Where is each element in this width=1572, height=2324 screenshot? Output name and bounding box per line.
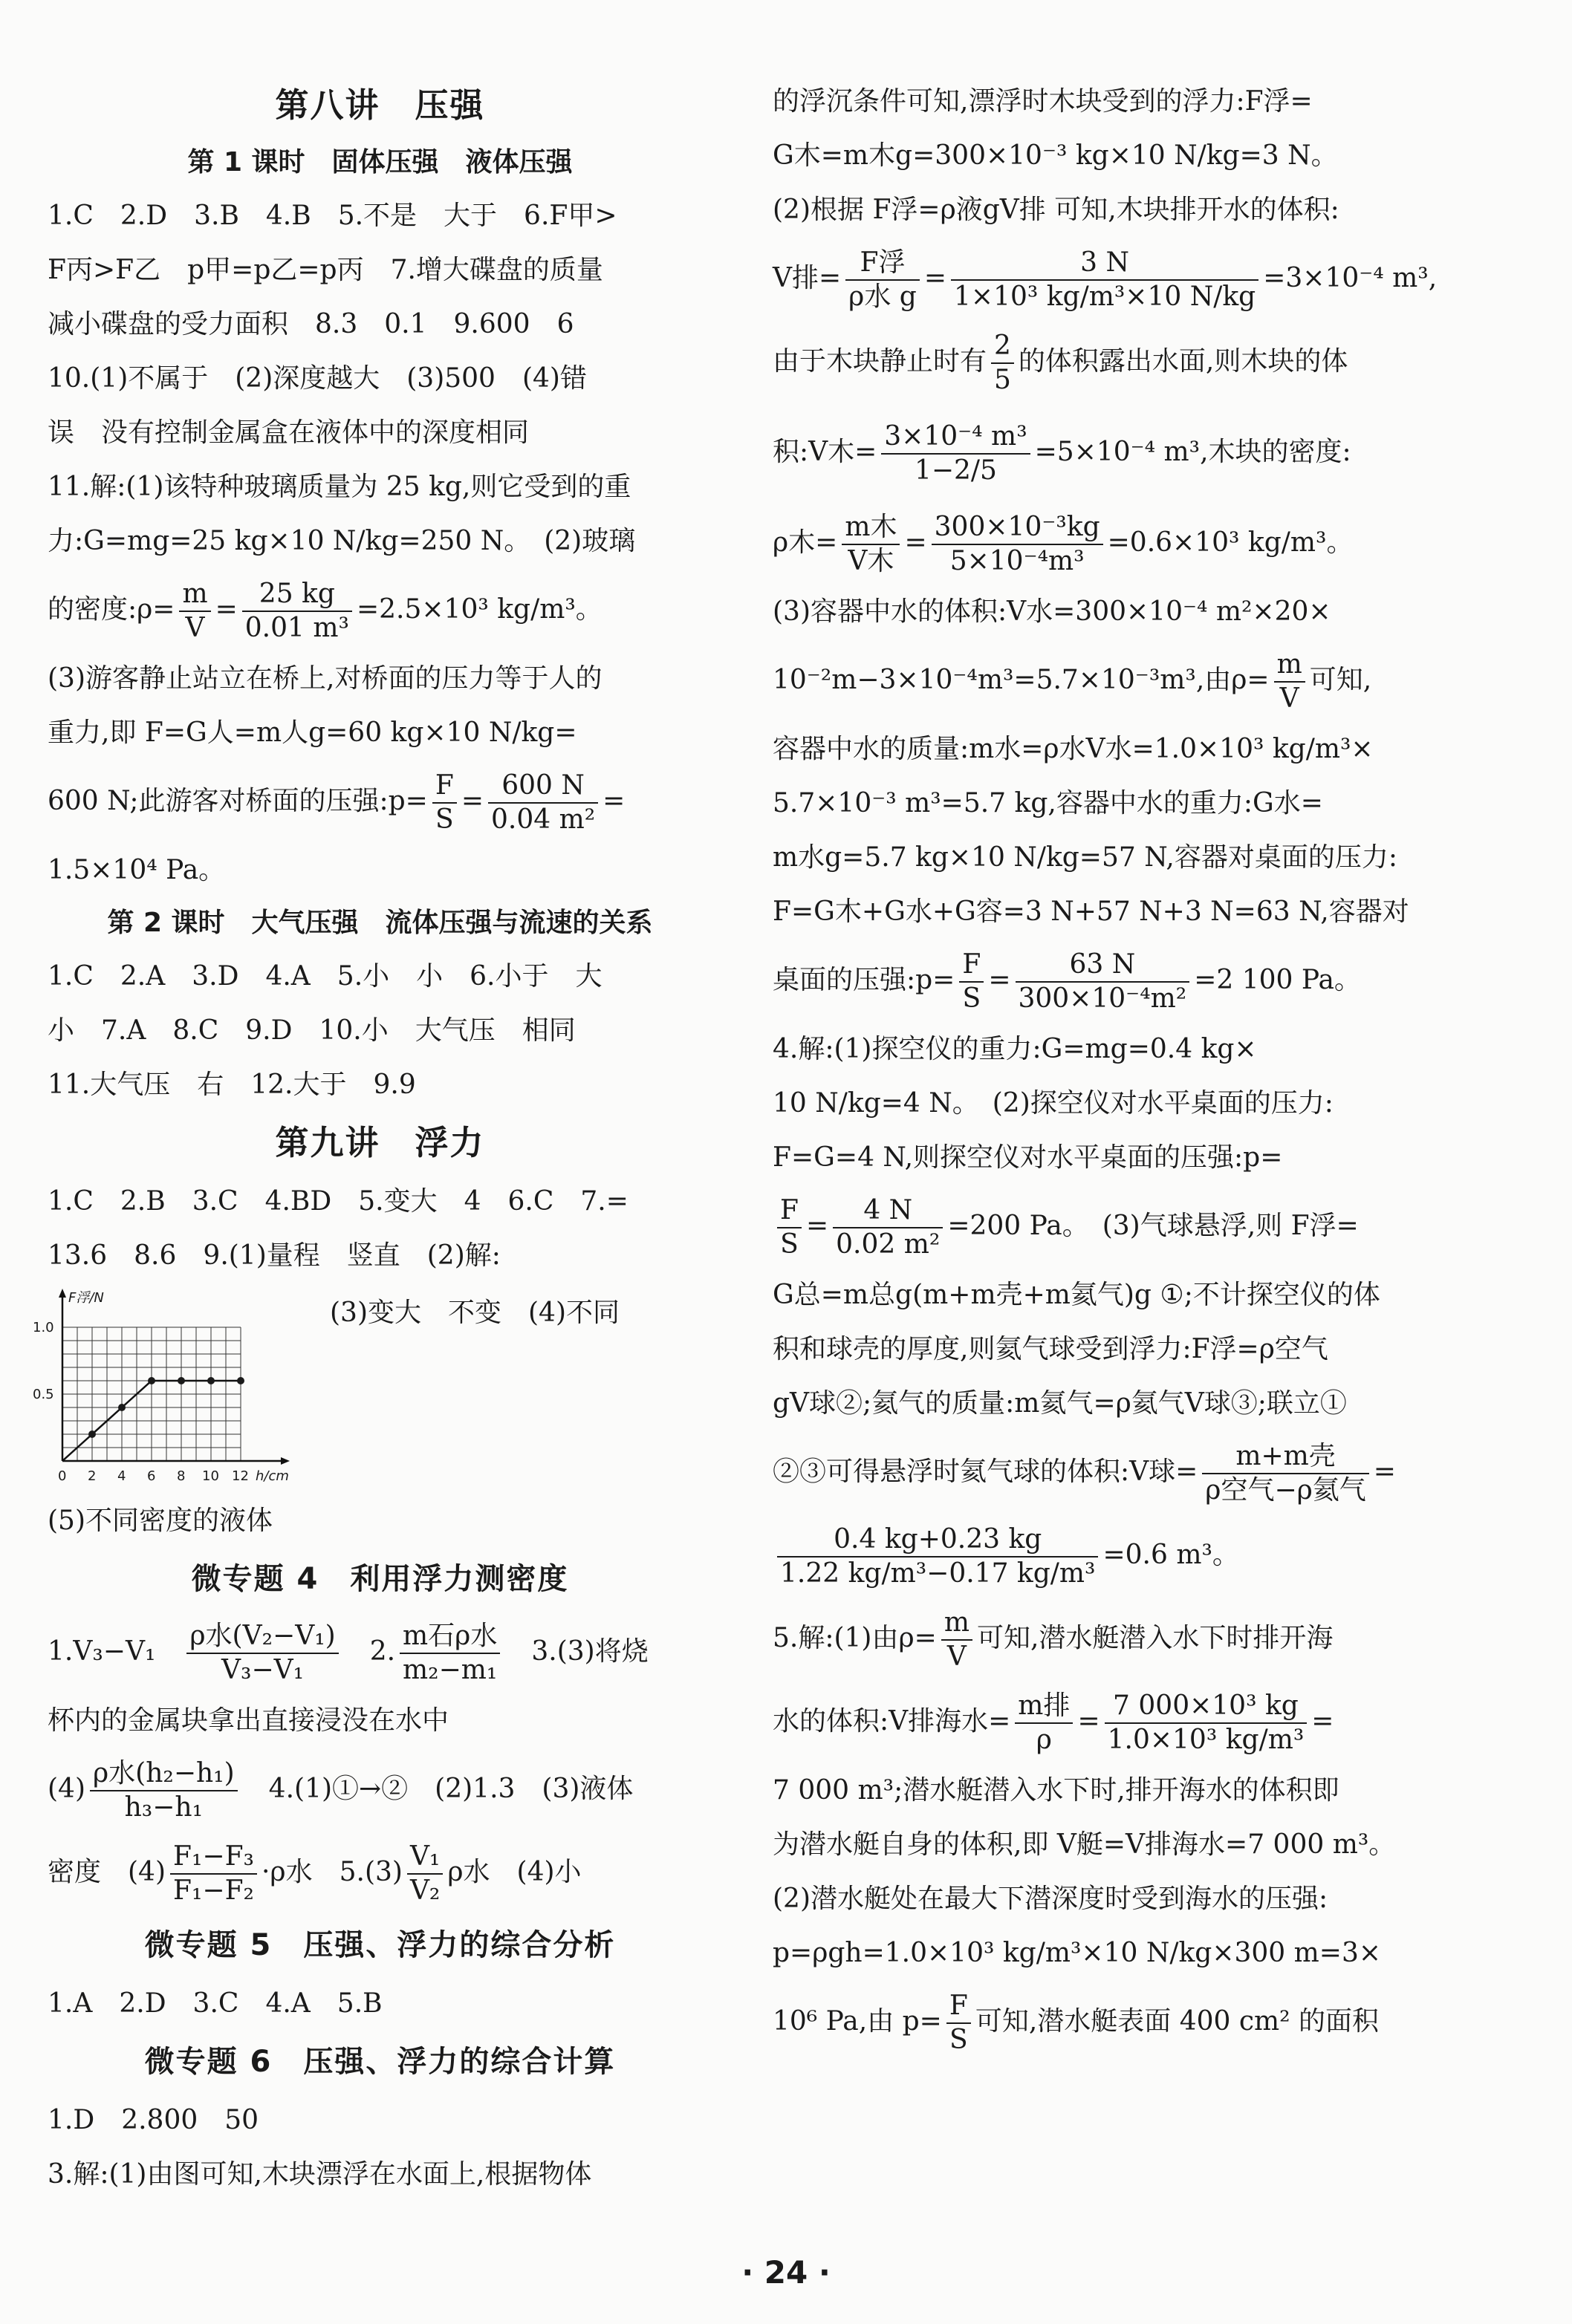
fraction: $\frac{\text{m木}}{\text{V木}}$ xyxy=(842,511,900,578)
fraction: $\frac{\text{7 000×10³ kg}}{\text{1.0×10³ kg/m³}}$ xyxy=(1105,1690,1308,1757)
table-pressure-line: 桌面的压强:p= $\frac{F}{S}$ = $\frac{63 N}{\text{300×10⁻⁴m²}}$ =2 100 Pa。 xyxy=(773,949,1361,1014)
answer-line: 10.(1)不属于 (2)深度越大 (3)500 (4)错 xyxy=(48,363,587,394)
answer-line: (2)根据 F浮=ρ液gV排 可知,木块排开水的体积: xyxy=(773,195,1339,225)
fraction: $\frac{600 N}{\text{0.04 m²}}$ xyxy=(488,769,598,836)
answer-line: 重力,即 F=G人=m人g=60 kg×10 N/kg= xyxy=(48,717,577,748)
graph-row xyxy=(33,1283,712,1494)
fraction: $\frac{F}{S}$ xyxy=(946,1990,971,2057)
x-tick-label: 12 xyxy=(232,1468,249,1484)
fraction: $\frac{\text{m石ρ水}}{\text{m₂−m₁}}$ xyxy=(400,1620,500,1687)
fraction: $\frac{\text{ρ水(V₂−V₁)}}{\text{V₃−V₁}}$ xyxy=(186,1620,338,1687)
water-volume-line: 10⁻²m−3×10⁻⁴m³=5.7×10⁻³m³,由ρ= $\frac{m}{V}$ 可知, xyxy=(773,649,1372,714)
fraction: $\frac{0.4 kg+0.23 kg}{\text{1.22 kg/m³−0.17 kg/m³}}$ xyxy=(777,1523,1098,1590)
answer-line: (5)不同密度的液体 xyxy=(48,1506,273,1536)
fraction: $\frac{\text{300×10⁻³kg}}{\text{5×10⁻⁴m³}}$ xyxy=(932,511,1103,578)
left-column xyxy=(33,74,712,2201)
right-column xyxy=(773,74,1527,2063)
answer-line: G木=m木g=300×10⁻³ kg×10 N/kg=3 N。 xyxy=(773,140,1338,171)
topic6-title: 微专题 6 压强、浮力的综合计算 xyxy=(144,2045,616,2079)
volume-formula-line: V排= $\frac{\text{F浮}}{\text{ρ水 g}}$ = $\frac{3 N}{\text{1×10³ kg/m³×10 N/kg}}$ =3×10⁻⁴ m³, xyxy=(773,247,1438,312)
fraction: $\frac{F}{S}$ xyxy=(432,769,457,836)
answer-line: (2)潜水艇处在最大下潜深度时受到海水的压强: xyxy=(773,1884,1328,1914)
fraction: $\frac{\text{V₁}}{\text{V₂}}$ xyxy=(407,1840,443,1907)
y-axis-label: F浮/N xyxy=(68,1290,104,1306)
data-point xyxy=(207,1377,215,1384)
topic5-title: 微专题 5 压强、浮力的综合分析 xyxy=(144,1928,616,1962)
data-point xyxy=(148,1377,155,1384)
submarine-line: 5.解:(1)由ρ= $\frac{m}{V}$ 可知,潜水艇潜入水下时排开海 xyxy=(773,1607,1334,1672)
topic4-line1: 1.V₃−V₁ $\frac{\text{ρ水(V₂−V₁)}}{\text{V₃−V₁}}$ 2. $\frac{\text{m石ρ水}}{\text{m₂−m₁}}$ 3.(3)将烧 xyxy=(48,1621,649,1685)
answer-line: 积和球壳的厚度,则氦气球受到浮力:F浮=ρ空气 xyxy=(773,1334,1328,1364)
x-tick-label: 10 xyxy=(202,1468,219,1484)
fraction: $\frac{m}{V}$ xyxy=(179,578,210,645)
fraction: $\frac{\text{m+m壳}}{\text{ρ空气−ρ氦气}}$ xyxy=(1202,1440,1369,1507)
fraction: $\frac{m}{V}$ xyxy=(1274,648,1305,715)
answer-line: F=G木+G水+G容=3 N+57 N+3 N=63 N,容器对 xyxy=(773,896,1409,927)
topic4-title: 微专题 4 利用浮力测密度 xyxy=(191,1562,569,1596)
data-point xyxy=(118,1404,126,1411)
answer-line: 容器中水的质量:m水=ρ水V水=1.0×10³ kg/m³× xyxy=(773,734,1374,764)
fraction: $\frac{2}{5}$ xyxy=(991,330,1014,397)
answer-line: 小 7.A 8.C 9.D 10.小 大气压 相同 xyxy=(48,1015,576,1046)
graph-answer-note: (3)变大 不变 (4)不同 xyxy=(330,1298,620,1328)
answer-line: 4.解:(1)探空仪的重力:G=mg=0.4 kg× xyxy=(773,1034,1257,1064)
answer-line: 11.解:(1)该特种玻璃质量为 25 kg,则它受到的重 xyxy=(48,472,631,502)
answer-line: 1.C 2.D 3.B 4.B 5.不是 大于 6.F甲> xyxy=(48,201,617,231)
data-point xyxy=(88,1430,96,1438)
fraction: $\frac{3 N}{\text{1×10³ kg/m³×10 N/kg}}$ xyxy=(951,247,1258,313)
data-point xyxy=(178,1377,185,1384)
lesson2-title: 第 2 课时 大气压强 流体压强与流速的关系 xyxy=(107,908,653,938)
answer-line: G总=m总g(m+m壳+m氦气)g ①;不计探空仪的体 xyxy=(773,1280,1380,1310)
answer-line: 11.大气压 右 12.大于 9.9 xyxy=(48,1070,416,1100)
lesson1-title: 第 1 课时 固体压强 液体压强 xyxy=(187,147,573,178)
x-axis-label: h/cm xyxy=(256,1468,289,1484)
probe-pressure-line: $\frac{F}{S}$ = $\frac{4 N}{\text{0.02 m²}}$ =200 Pa。 (3)气球悬浮,则 F浮= xyxy=(773,1185,1527,1268)
page-number: · 24 · xyxy=(741,2254,831,2291)
answer-line: gV球②;氦气的质量:m氦气=ρ氦气V球③;联立① xyxy=(773,1388,1347,1419)
answer-line: 1.A 2.D 3.C 4.A 5.B xyxy=(48,1988,383,2019)
fraction: $\frac{F}{S}$ xyxy=(777,1194,802,1261)
fraction: $\frac{F}{S}$ xyxy=(959,948,984,1015)
wood-density-line: ρ木= $\frac{\text{m木}}{\text{V木}}$ = $\frac{\text{300×10⁻³kg}}{\text{5×10⁻⁴m³}}$ =0.6×10³ kg/m³。 xyxy=(773,512,1354,576)
density-formula-line: 的密度:ρ= $\frac{m}{V}$ = $\frac{25 kg}{\text{0.01 m³}}$ =2.5×10³ kg/m³。 xyxy=(48,579,603,643)
y-tick-label: 1.0 xyxy=(33,1320,54,1335)
answer-line: 7 000 m³;潜水艇潜入水下时,排开海水的体积即 xyxy=(773,1775,1339,1806)
answer-line: 误 没有控制金属盒在液体中的深度相同 xyxy=(48,417,530,448)
fraction: $\frac{\text{m排}}{\rho}$ xyxy=(1015,1690,1073,1757)
seawater-volume-line: 水的体积:V排海水= $\frac{\text{m排}}{\rho}$ = $\frac{\text{7 000×10³ kg}}{\text{1.0×10³ kg/m³}}$ = xyxy=(773,1690,1334,1755)
balloon-volume-line: ②③可得悬浮时氦气球的体积:V球= $\frac{\text{m+m壳}}{\text{ρ空气−ρ氦气}}$ = xyxy=(773,1441,1396,1506)
answer-line: 3.解:(1)由图可知,木块漂浮在水面上,根据物体 xyxy=(48,2159,592,2190)
x-tick-label: 0 xyxy=(58,1468,67,1484)
answer-line: 1.D 2.800 50 xyxy=(48,2105,259,2135)
submarine-pressure-line: 10⁶ Pa,由 p= $\frac{F}{S}$ 可知,潜水艇表面 400 cm² 的面积 xyxy=(773,1991,1380,2055)
fraction: $\frac{25 kg}{\text{0.01 m³}}$ xyxy=(242,578,352,645)
answer-line: m水g=5.7 kg×10 N/kg=57 N,容器对桌面的压力: xyxy=(773,842,1397,873)
answer-line: F=G=4 N,则探空仪对水平桌面的压强:p= xyxy=(773,1142,1283,1173)
answer-line: 10 N/kg=4 N。 (2)探空仪对水平桌面的压力: xyxy=(773,1088,1334,1119)
y-tick-label: 0.5 xyxy=(33,1387,54,1402)
fraction: $\frac{m}{V}$ xyxy=(941,1607,972,1673)
answer-line: 1.C 2.A 3.D 4.A 5.小 小 6.小于 大 xyxy=(48,961,603,992)
x-tick-label: 8 xyxy=(177,1468,186,1484)
lecture8-title: 第八讲 压强 xyxy=(275,85,485,125)
fraction: $\frac{63 N}{\text{300×10⁻⁴m²}}$ xyxy=(1016,948,1190,1015)
answer-line: (3)游客静止站立在桥上,对桥面的压力等于人的 xyxy=(48,663,603,694)
topic4-line3: (4) $\frac{\text{ρ水(h₂−h₁)}}{\text{h₃−h₁}}$ 4.(1)①→② (2)1.3 (3)液体 xyxy=(48,1758,634,1823)
answer-line: (3)容器中水的体积:V水=300×10⁻⁴ m²×20× xyxy=(773,596,1331,627)
buoyancy-graph xyxy=(30,1283,297,1494)
answer-line: F丙>F乙 p甲=p乙=p丙 7.增大碟盘的质量 xyxy=(48,255,603,285)
answer-line: 杯内的金属块拿出直接浸没在水中 xyxy=(48,1705,449,1736)
x-tick-label: 6 xyxy=(147,1468,156,1484)
answer-line: 为潜水艇自身的体积,即 V艇=V排海水=7 000 m³。 xyxy=(773,1829,1396,1860)
balloon-result-line: $\frac{0.4 kg+0.23 kg}{\text{1.22 kg/m³−0.17 kg/m³}}$ =0.6 m³。 xyxy=(773,1514,1527,1597)
fraction: $\frac{\text{ρ水(h₂−h₁)}}{\text{h₃−h₁}}$ xyxy=(90,1757,238,1824)
answer-line: 的浮沉条件可知,漂浮时木块受到的浮力:F浮= xyxy=(773,86,1313,117)
answer-line: 力:G=mg=25 kg×10 N/kg=250 N。 (2)玻璃 xyxy=(48,526,636,556)
data-point xyxy=(237,1377,244,1384)
x-tick-label: 2 xyxy=(88,1468,97,1484)
pressure-formula-line: 600 N;此游客对桥面的压强:p= $\frac{F}{S}$ = $\frac{600 N}{\text{0.04 m²}}$ = xyxy=(48,770,626,835)
wood-volume-line: 积:V木= $\frac{\text{3×10⁻⁴ m³}}{1-2/5}$ =5×10⁻⁴ m³,木块的密度: xyxy=(773,421,1351,486)
fraction: $\frac{\text{F浮}}{\text{ρ水 g}}$ xyxy=(845,247,920,313)
answer-line: 1.C 2.B 3.C 4.BD 5.变大 4 6.C 7.= xyxy=(48,1186,629,1217)
answer-line: 5.7×10⁻³ m³=5.7 kg,容器中水的重力:G水= xyxy=(773,788,1323,818)
answer-line: 13.6 8.6 9.(1)量程 竖直 (2)解: xyxy=(48,1240,501,1271)
answer-line: 减小碟盘的受力面积 8.3 0.1 9.600 6 xyxy=(48,309,574,339)
topic4-line4: 密度 (4) $\frac{\text{F₁−F₃}}{\text{F₁−F₂}}$ ·ρ水 5.(3) $\frac{\text{V₁}}{\text{V₂}}$ ρ水 (4)小 xyxy=(48,1841,582,1906)
lecture9-title: 第九讲 浮力 xyxy=(275,1123,485,1162)
x-tick-label: 4 xyxy=(117,1468,126,1484)
fraction-line: 由于木块静止时有 $\frac{2}{5}$ 的体积露出水面,则木块的体 xyxy=(773,331,1348,395)
fraction: $\frac{4 N}{\text{0.02 m²}}$ xyxy=(833,1194,943,1261)
fraction: $\frac{\text{3×10⁻⁴ m³}}{1-2/5}$ xyxy=(881,420,1030,487)
answer-line: p=ρgh=1.0×10³ kg/m³×10 N/kg×300 m=3× xyxy=(773,1938,1382,1968)
fraction: $\frac{\text{F₁−F₃}}{\text{F₁−F₂}}$ xyxy=(170,1840,257,1907)
answer-line: 1.5×10⁴ Pa。 xyxy=(48,855,226,885)
